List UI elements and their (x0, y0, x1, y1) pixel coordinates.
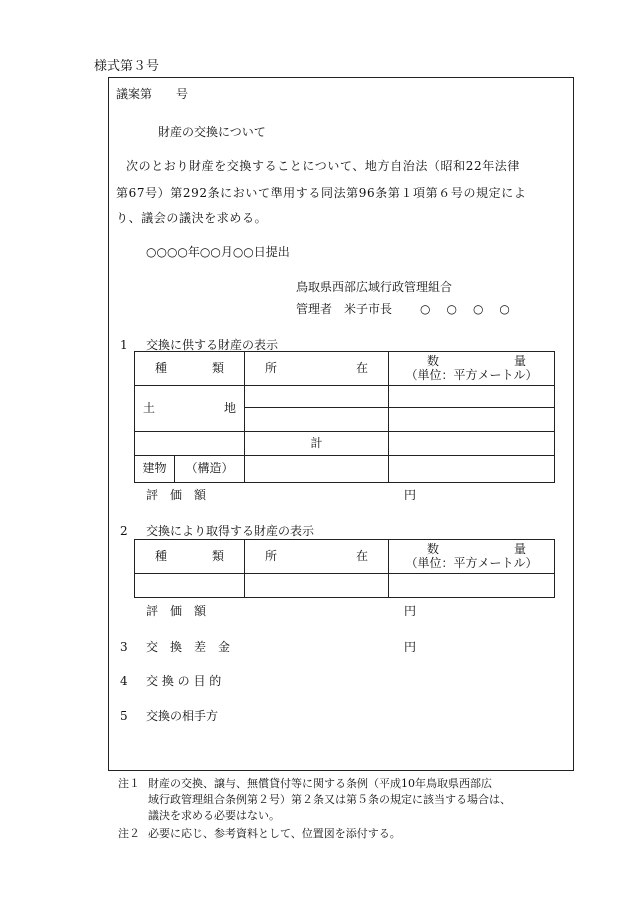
section1-header-location: 所 在 (245, 352, 389, 386)
section1-land-label: 土 地 (135, 386, 245, 432)
section2-header-quantity: 数 量 （単位：平方メートル） (389, 540, 555, 574)
section5-title: 交換の相手方 (146, 709, 219, 723)
section2-location-cell (245, 574, 389, 598)
note2-label: 注２ (118, 827, 140, 840)
manager-name: ○ ○ ○ ○ (420, 302, 512, 316)
section1-building-quantity (389, 456, 555, 483)
section1-header-row (135, 352, 555, 386)
body-line-3: り、議会の議決を求める。 (116, 211, 268, 225)
section1-building-label: 建物 (135, 456, 175, 483)
section2-data-row (135, 574, 555, 598)
section1-valuation-label: 評 価 額 (146, 488, 207, 502)
section1-table (134, 351, 555, 483)
section1-structure-label: （構造） (175, 456, 245, 483)
note2-text: 必要に応じ、参考資料として、位置図を添付する。 (148, 827, 401, 840)
section1-total-label: 計 (245, 432, 389, 456)
section2-valuation-label: 評 価 額 (146, 604, 207, 618)
section1-total-quantity (389, 432, 555, 456)
section1-header-quantity: 数 量 （単位：平方メートル） (389, 352, 555, 386)
submission-date: ○○○○年○○月○○日提出 (146, 245, 290, 259)
section4-number: 4 (120, 674, 128, 688)
section2-table (134, 539, 555, 598)
section2-type-cell (135, 574, 245, 598)
document-title: 財産の交換について (158, 125, 266, 139)
section1-total-row (135, 432, 555, 456)
section1-yen: 円 (404, 488, 417, 502)
form-number: 様式第３号 (94, 59, 160, 74)
section1-land-quantity-2 (389, 408, 555, 432)
section1-header-type: 種 類 (135, 352, 245, 386)
note1-label: 注１ (118, 777, 140, 790)
section2-number: 2 (120, 524, 128, 538)
body-line-2: 第67号）第292条において準用する同法第96条第１項第６号の規定によ (116, 186, 527, 200)
note1-line-2: 域行政管理組合条例第２号）第２条又は第５条の規定に該当する場合は、 (148, 793, 511, 806)
section1-land-quantity-1 (389, 386, 555, 408)
body-line-1: 次のとおり財産を交換することについて、地方自治法（昭和22年法律 (126, 159, 520, 173)
organization-name: 鳥取県西部広域行政管理組合 (296, 280, 453, 294)
section2-yen: 円 (404, 604, 417, 618)
section3-yen: 円 (404, 640, 417, 654)
section1-title: 交換に供する財産の表示 (146, 338, 279, 352)
section2-title: 交換により取得する財産の表示 (146, 524, 315, 538)
note1-line-1: 財産の交換、譲与、無償貸付等に関する条例（平成10年鳥取県西部広 (148, 777, 492, 790)
section4-title: 交 換 の 目 的 (146, 674, 222, 688)
section2-header-row (135, 540, 555, 574)
section2-quantity-cell (389, 574, 555, 598)
section1-building-row (135, 456, 555, 483)
section3-number: 3 (120, 640, 128, 654)
section1-land-location-2 (245, 408, 389, 432)
section1-building-location (245, 456, 389, 483)
section1-land-row-1 (135, 386, 555, 408)
note1-line-3: 議決を求める必要はない。 (148, 809, 280, 822)
section2-header-type: 種 類 (135, 540, 245, 574)
bill-number: 議案第 号 (116, 87, 189, 101)
section1-number: 1 (120, 338, 128, 352)
section3-title: 交 換 差 金 (146, 640, 231, 654)
section2-header-location: 所 在 (245, 540, 389, 574)
manager-title: 管理者 米子市長 (296, 302, 393, 316)
section1-total-blank (135, 432, 245, 456)
section5-number: 5 (120, 709, 128, 723)
section1-land-location-1 (245, 386, 389, 408)
